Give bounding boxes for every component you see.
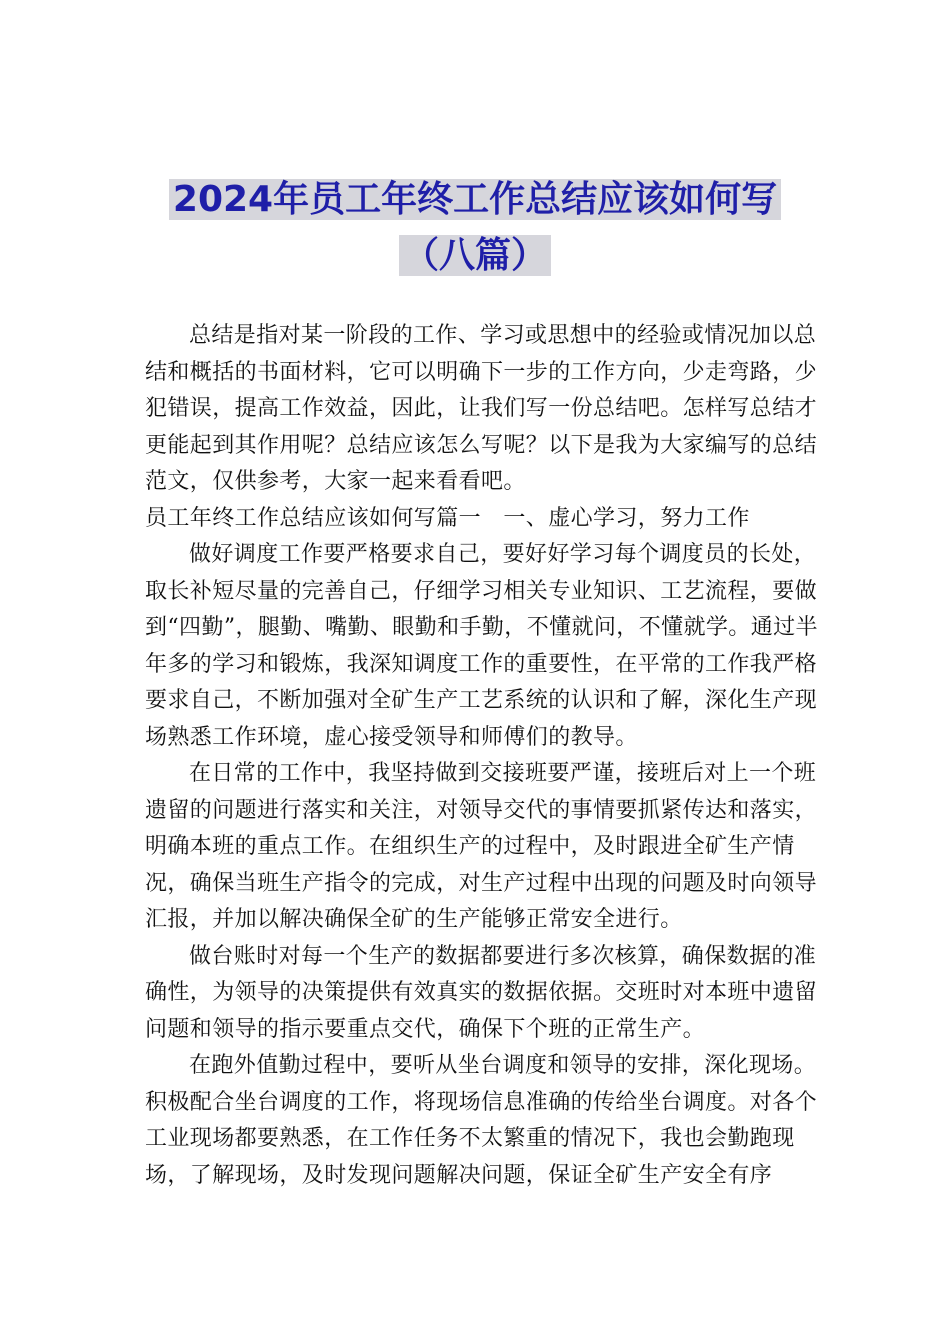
body-paragraph: 在日常的工作中，我坚持做到交接班要严谨，接班后对上一个班遗留的问题进行落实和关注，对领导交代的事情要抓紧传达和落实，明确本班的重点工作。在组织生产的过程中，及时跟进全矿生产情况，确保当班生产指令的完成，对生产过程中出现的问题及时向领导汇报，并加以解决确保全矿的生产能够正常安全进行。: [145, 761, 818, 932]
body-paragraph: 做好调度工作要严格要求自己，要好好学习每个调度员的长处，取长补短尽量的完善自己，仔细学习相关专业知识、工艺流程，要做到“四勤”，腿勤、嘴勤、眼勤和手勤，不懂就问，不懂就学。通过半年多的学习和锻炼，我深知调度工作的重要性，在平常的工作我严格要求自己，不断加强对全矿生产工艺系统的认识和了解，深化生产现场熟悉工作环境，虚心接受领导和师傅们的教导。: [145, 542, 818, 750]
body-paragraph: 做台账时对每一个生产的数据都要进行多次核算，确保数据的准确性，为领导的决策提供有效真实的数据依据。交班时对本班中遗留问题和领导的指示要重点交代，确保下个班的正常生产。: [145, 943, 818, 1042]
document-body: [145, 318, 825, 1194]
intro-paragraph: 总结是指对某一阶段的工作、学习或思想中的经验或情况加以总结和概括的书面材料，它可以明确下一步的工作方向，少走弯路，少犯错误，提高工作效益，因此，让我们写一份总结吧。怎样写总结才更能起到其作用呢？总结应该怎么写呢？以下是我为大家编写的总结范文，仅供参考，大家一起来看看吧。: [145, 323, 818, 494]
title-line-2: [0, 228, 950, 284]
title-line-1-text: 2024年员工年终工作总结应该如何写: [169, 179, 781, 220]
title-line-2-text: （八篇）: [399, 235, 551, 276]
document-title: [0, 172, 950, 284]
section-heading: 员工年终工作总结应该如何写篇一 一、虚心学习，努力工作: [145, 505, 750, 531]
body-paragraph: 在跑外值勤过程中，要听从坐台调度和领导的安排，深化现场。积极配合坐台调度的工作，将现场信息准确的传给坐台调度。对各个工业现场都要熟悉，在工作任务不太繁重的情况下，我也会勤跑现场，了解现场，及时发现问题解决问题，保证全矿生产安全有序: [145, 1053, 818, 1188]
title-line-1: [0, 172, 950, 228]
